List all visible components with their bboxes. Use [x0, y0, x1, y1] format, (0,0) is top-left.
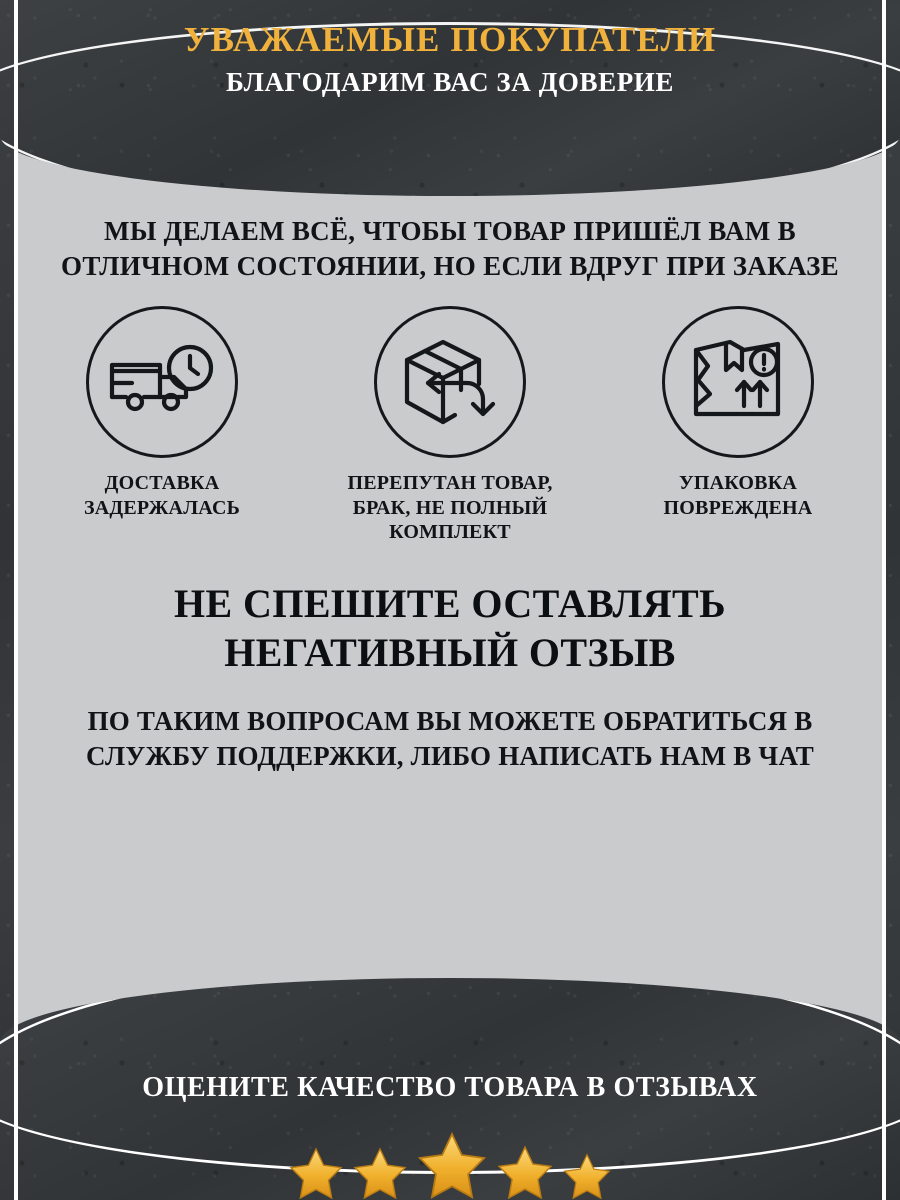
footer-text-block [0, 1035, 900, 1200]
star-icon [496, 1144, 554, 1200]
issues-row [0, 306, 900, 544]
page-subtitle: БЛАГОДАРИМ ВАС ЗА ДОВЕРИЕ [225, 67, 675, 98]
delivery-truck-clock-icon [86, 306, 238, 458]
issue-caption-wrong-item: ПЕРЕПУТАН ТОВАР, БРАК, НЕ ПОЛНЫЙ КОМПЛЕКТ [347, 472, 553, 543]
star-icon [288, 1146, 344, 1200]
issue-caption-delivery: ДОСТАВКА ЗАДЕРЖАЛАСЬ [83, 472, 241, 519]
main-content [0, 196, 900, 986]
star-icon [416, 1130, 488, 1200]
left-rail-divider [14, 0, 18, 1200]
damaged-package-icon [662, 306, 814, 458]
star-icon [352, 1146, 408, 1200]
right-rail-divider [882, 0, 886, 1200]
call-to-action-text: НЕ СПЕШИТЕ ОСТАВЛЯТЬ НЕГАТИВНЫЙ ОТЗЫВ [174, 581, 726, 676]
issue-item-delivery [37, 306, 287, 520]
header-text-block [0, 20, 900, 99]
star-icon [562, 1152, 612, 1200]
page-title: УВАЖАЕМЫЕ ПОКУПАТЕЛИ [183, 20, 717, 59]
issue-caption-damaged-package: УПАКОВКА ПОВРЕЖДЕНА [663, 472, 813, 519]
box-return-arrow-icon [374, 306, 526, 458]
footer-headline: ОЦЕНИТЕ КАЧЕСТВО ТОВАРА В ОТЗЫВАХ [142, 1072, 758, 1104]
support-info-text: ПО ТАКИМ ВОПРОСАМ ВЫ МОЖЕТЕ ОБРАТИТЬСЯ В СЛУЖБУ ПОДДЕРЖКИ, ЛИБО НАПИСАТЬ НАМ В ЧАТ [86, 705, 814, 772]
star-rating [0, 1120, 900, 1200]
issue-item-damaged-package [613, 306, 863, 520]
intro-text: МЫ ДЕЛАЕМ ВСЁ, ЧТОБЫ ТОВАР ПРИШЁЛ ВАМ В ОТЛИЧНОМ СОСТОЯНИИ, НО ЕСЛИ ВДРУГ ПРИ ЗАКАЗЕ [61, 216, 839, 282]
issue-item-wrong-item [325, 306, 575, 544]
